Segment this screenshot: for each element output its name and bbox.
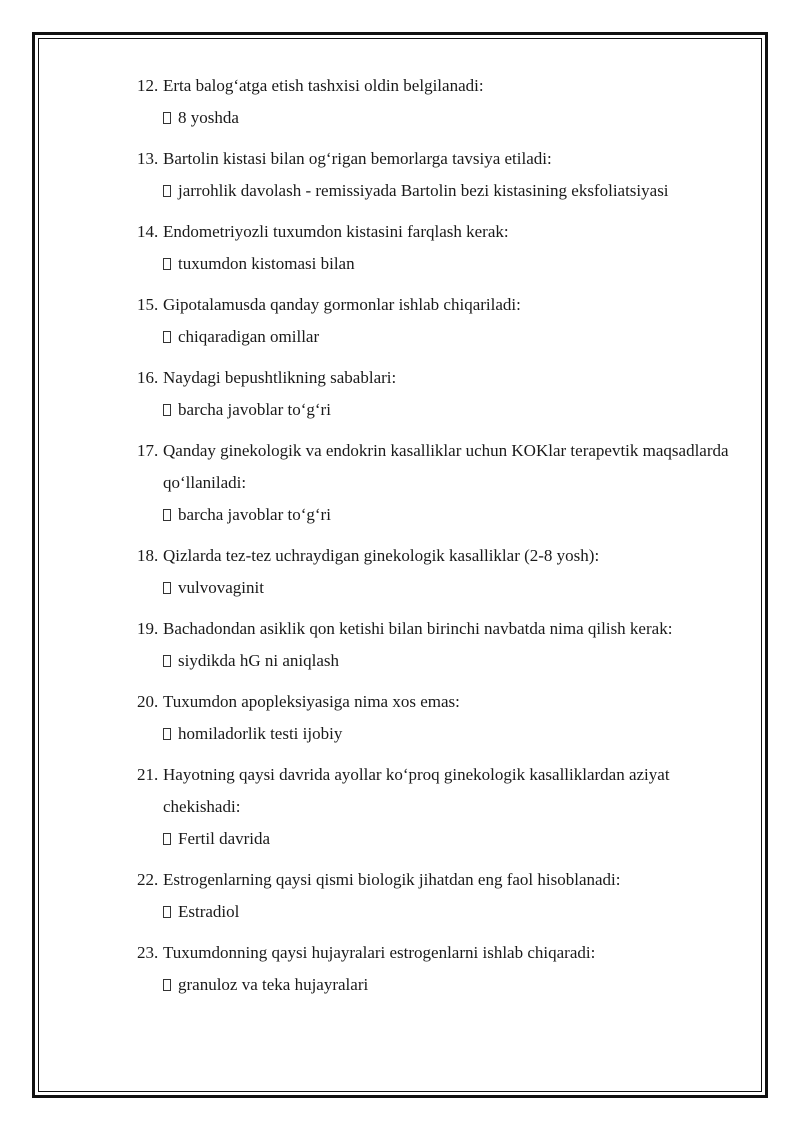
list-item [137,864,737,928]
answer-text: homiladorlik testi ijobiy [137,718,737,750]
checkbox-icon [163,582,171,594]
answer-text: Fertil davrida [137,823,737,855]
question-text: 23. Tuxumdonning qaysi hujayralari estrogenlarni ishlab chiqaradi: [137,943,596,962]
list-item [137,759,737,855]
list-item [137,540,737,604]
list-item [137,143,737,207]
answer-text: Estradiol [137,896,737,928]
answer-text: granuloz va teka hujayralari [137,969,737,1001]
question-text: 14. Endometriyozli tuxumdon kistasini farqlash kerak: [137,222,509,241]
question-text: 21. Hayotning qaysi davrida ayollar ko‘proq ginekologik kasalliklardan aziyat chekishadi: [137,765,670,816]
list-item [137,435,737,531]
checkbox-icon [163,979,171,991]
list-item [137,70,737,134]
answer-text: vulvovaginit [137,572,737,604]
answer-text: chiqaradigan omillar [137,321,737,353]
answer-text: siydikda hG ni aniqlash [137,645,737,677]
list-item [137,362,737,426]
question-text: 17. Qanday ginekologik va endokrin kasalliklar uchun KOKlar terapevtik maqsadlarda qo‘llaniladi: [137,441,729,492]
list-item [137,216,737,280]
answer-text: barcha javoblar to‘g‘ri [137,394,737,426]
list-item [137,686,737,750]
answer-text: 8 yoshda [137,102,737,134]
question-text: 22. Estrogenlarning qaysi qismi biologik jihatdan eng faol hisoblanadi: [137,870,621,889]
checkbox-icon [163,331,171,343]
checkbox-icon [163,258,171,270]
list-item [137,937,737,1001]
answer-text: jarrohlik davolash - remissiyada Bartolin bezi kistasining eksfoliatsiyasi [137,175,737,207]
list-item [137,289,737,353]
checkbox-icon [163,728,171,740]
question-text: 16. Naydagi bepushtlikning sabablari: [137,368,397,387]
question-text: 19. Bachadondan asiklik qon ketishi bilan birinchi navbatda nima qilish kerak: [137,619,673,638]
list-item [137,613,737,677]
checkbox-icon [163,185,171,197]
checkbox-icon [163,509,171,521]
answer-text: barcha javoblar to‘g‘ri [137,499,737,531]
question-text: 12. Erta balog‘atga etish tashxisi oldin belgilanadi: [137,76,484,95]
checkbox-icon [163,833,171,845]
question-text: 15. Gipotalamusda qanday gormonlar ishlab chiqariladi: [137,295,521,314]
question-text: 18. Qizlarda tez-tez uchraydigan ginekologik kasalliklar (2-8 yosh): [137,546,600,565]
answer-text: tuxumdon kistomasi bilan [137,248,737,280]
checkbox-icon [163,404,171,416]
question-list [137,70,737,1010]
question-text: 20. Tuxumdon apopleksiyasiga nima xos emas: [137,692,460,711]
checkbox-icon [163,906,171,918]
checkbox-icon [163,112,171,124]
checkbox-icon [163,655,171,667]
question-text: 13. Bartolin kistasi bilan og‘rigan bemorlarga tavsiya etiladi: [137,149,552,168]
